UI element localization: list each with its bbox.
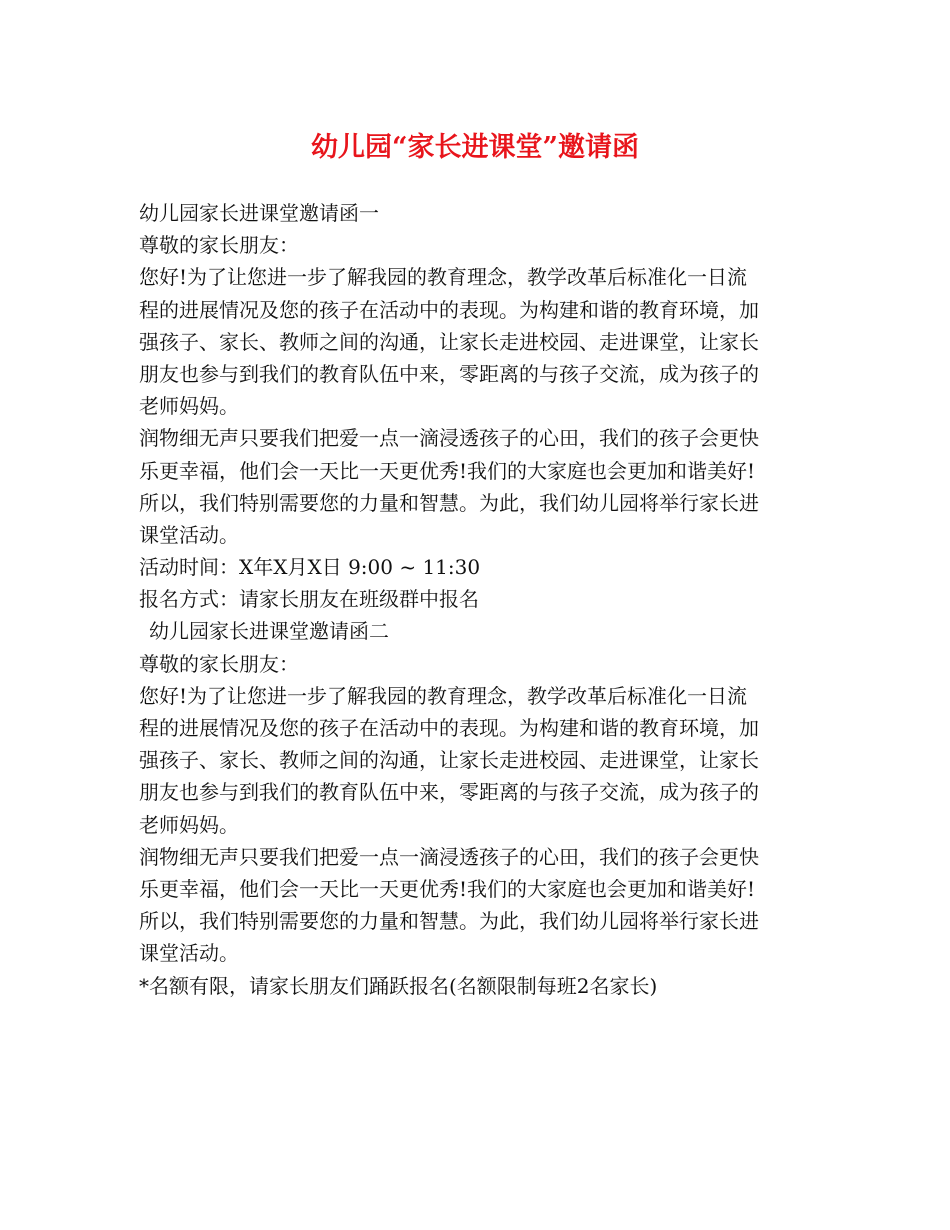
- paragraph-line: 课堂活动。: [139, 941, 239, 966]
- section2-paragraph-2: [139, 841, 819, 970]
- section1-signup-method: 报名方式：请家长朋友在班级群中报名: [139, 587, 479, 612]
- section1-salutation: 尊敬的家长朋友：: [139, 233, 299, 258]
- document-body: [139, 197, 819, 1002]
- paragraph-line: 所以，我们特别需要您的力量和智慧。为此，我们幼儿园将举行家长进: [139, 490, 759, 515]
- paragraph-line: 润物细无声只要我们把爱一点一滴浸透孩子的心田，我们的孩子会更快: [139, 844, 759, 869]
- paragraph-line: 老师妈妈。: [139, 394, 239, 419]
- section2-heading: 幼儿园家长进课堂邀请函二: [149, 619, 389, 644]
- section1-activity-time: 活动时间：X年X月X日 9:00 ~ 11:30: [139, 555, 481, 580]
- paragraph-line: 乐更幸福，他们会一天比一天更优秀!我们的大家庭也会更加和谐美好!: [139, 876, 756, 901]
- section2-quota-note: *名额有限，请家长朋友们踊跃报名(名额限制每班2名家长): [139, 973, 658, 998]
- paragraph-line: 程的进展情况及您的孩子在活动中的表现。为构建和谐的教育环境，加: [139, 297, 759, 322]
- section1-heading: 幼儿园家长进课堂邀请函一: [139, 201, 379, 225]
- paragraph-line: 强孩子、家长、教师之间的沟通，让家长走进校园、走进课堂，让家长: [139, 748, 759, 773]
- paragraph-line: 润物细无声只要我们把爱一点一滴浸透孩子的心田，我们的孩子会更快: [139, 426, 759, 451]
- paragraph-line: 朋友也参与到我们的教育队伍中来，零距离的与孩子交流，成为孩子的: [139, 361, 759, 386]
- paragraph-line: 朋友也参与到我们的教育队伍中来，零距离的与孩子交流，成为孩子的: [139, 780, 759, 805]
- section2-paragraph-1: [139, 680, 819, 841]
- section1-paragraph-1: [139, 261, 819, 422]
- paragraph-line: 所以，我们特别需要您的力量和智慧。为此，我们幼儿园将举行家长进: [139, 909, 759, 934]
- paragraph-line: 您好!为了让您进一步了解我园的教育理念，教学改革后标准化一日流: [139, 683, 748, 708]
- paragraph-line: 乐更幸福，他们会一天比一天更优秀!我们的大家庭也会更加和谐美好!: [139, 458, 756, 483]
- section2-salutation: 尊敬的家长朋友：: [139, 651, 299, 676]
- section1-paragraph-2: [139, 422, 819, 551]
- paragraph-line: 课堂活动。: [139, 522, 239, 547]
- paragraph-line: 强孩子、家长、教师之间的沟通，让家长走进校园、走进课堂，让家长: [139, 329, 759, 354]
- document-title: 幼儿园“家长进课堂”邀请函: [310, 132, 640, 163]
- paragraph-line: 程的进展情况及您的孩子在活动中的表现。为构建和谐的教育环境，加: [139, 716, 759, 740]
- paragraph-line: 您好!为了让您进一步了解我园的教育理念，教学改革后标准化一日流: [139, 265, 748, 290]
- paragraph-line: 老师妈妈。: [139, 812, 239, 837]
